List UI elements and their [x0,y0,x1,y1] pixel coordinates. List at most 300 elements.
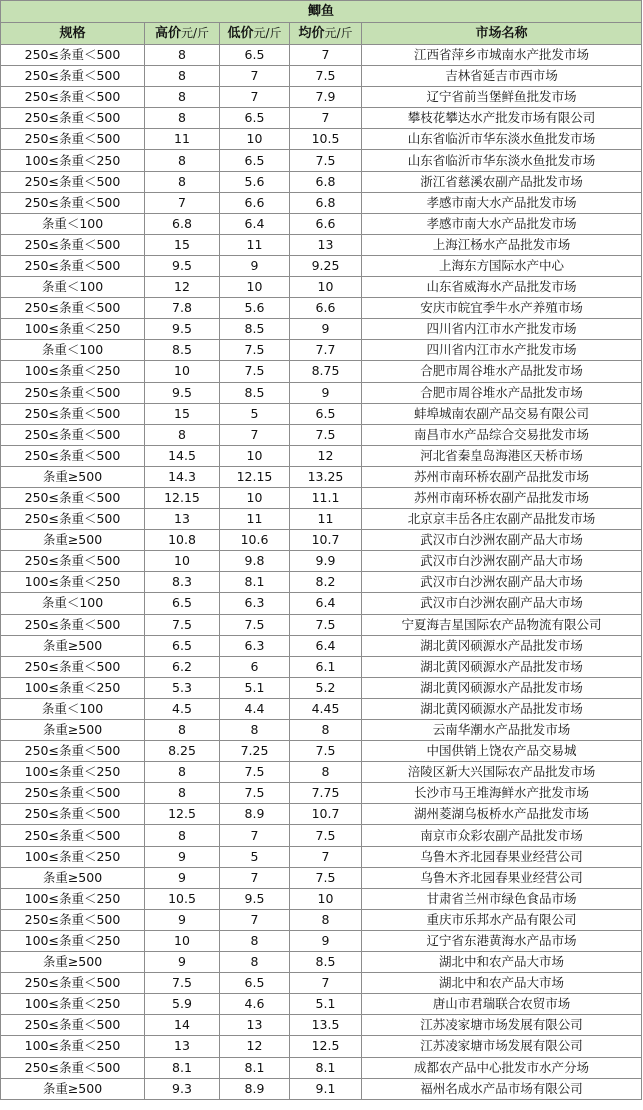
header-row [1,23,642,45]
header-avg-unit: 元/斤 [324,26,353,40]
cell-high: 10 [145,551,220,572]
cell-avg: 11.1 [290,487,362,508]
cell-low: 6.3 [220,635,290,656]
table-row [1,804,642,825]
table-row [1,846,642,867]
cell-avg: 6.4 [290,635,362,656]
cell-spec: 250≤条重＜500 [1,424,145,445]
cell-spec: 250≤条重＜500 [1,741,145,762]
cell-low: 6.6 [220,192,290,213]
cell-avg: 7.5 [290,825,362,846]
cell-market: 四川省内江市水产批发市场 [362,340,642,361]
cell-high: 14.3 [145,466,220,487]
cell-high: 6.5 [145,635,220,656]
table-row [1,108,642,129]
cell-low: 11 [220,509,290,530]
table-row [1,762,642,783]
cell-spec: 100≤条重＜250 [1,677,145,698]
cell-low: 6 [220,656,290,677]
cell-market: 山东省临沂市华东淡水鱼批发市场 [362,129,642,150]
cell-high: 7.5 [145,614,220,635]
table-row [1,171,642,192]
table-row [1,952,642,973]
cell-low: 7.5 [220,340,290,361]
cell-avg: 9 [290,319,362,340]
cell-high: 8 [145,424,220,445]
table-row [1,1078,642,1099]
cell-low: 6.5 [220,973,290,994]
table-row [1,87,642,108]
cell-high: 12.15 [145,487,220,508]
cell-low: 7 [220,87,290,108]
cell-spec: 条重≥500 [1,720,145,741]
table-body [1,45,642,1100]
cell-high: 8 [145,720,220,741]
table-row [1,66,642,87]
table-row [1,720,642,741]
cell-market: 湖北中和农产品大市场 [362,952,642,973]
cell-spec: 条重＜100 [1,593,145,614]
cell-spec: 250≤条重＜500 [1,45,145,66]
cell-low: 13 [220,1015,290,1036]
table-row [1,572,642,593]
cell-spec: 250≤条重＜500 [1,255,145,276]
cell-high: 8.1 [145,1057,220,1078]
table-row [1,677,642,698]
cell-avg: 10 [290,277,362,298]
cell-market: 成都农产品中心批发市水产分场 [362,1057,642,1078]
cell-spec: 250≤条重＜500 [1,614,145,635]
cell-avg: 8 [290,762,362,783]
cell-market: 山东省威海水产品批发市场 [362,277,642,298]
cell-avg: 8.1 [290,1057,362,1078]
cell-spec: 条重＜100 [1,340,145,361]
cell-spec: 100≤条重＜250 [1,1036,145,1057]
table-row [1,487,642,508]
cell-avg: 10.5 [290,129,362,150]
cell-high: 10 [145,930,220,951]
cell-spec: 250≤条重＜500 [1,382,145,403]
header-avg [290,23,362,45]
cell-low: 9.8 [220,551,290,572]
cell-market: 长沙市马王堆海鲜水产批发市场 [362,783,642,804]
cell-spec: 条重≥500 [1,635,145,656]
cell-high: 7 [145,192,220,213]
cell-avg: 8.5 [290,952,362,973]
cell-high: 9.5 [145,382,220,403]
cell-low: 5.6 [220,171,290,192]
cell-spec: 250≤条重＜500 [1,487,145,508]
cell-high: 13 [145,1036,220,1057]
cell-low: 7 [220,909,290,930]
cell-low: 7.25 [220,741,290,762]
cell-spec: 条重≥500 [1,466,145,487]
cell-spec: 条重＜100 [1,213,145,234]
cell-high: 15 [145,234,220,255]
table-row [1,973,642,994]
table-row [1,783,642,804]
cell-low: 11 [220,234,290,255]
cell-market: 福州名成水产品市场有限公司 [362,1078,642,1099]
cell-high: 10 [145,361,220,382]
cell-market: 云南华潮水产品批发市场 [362,720,642,741]
cell-high: 8 [145,783,220,804]
cell-spec: 100≤条重＜250 [1,319,145,340]
cell-high: 8.5 [145,340,220,361]
table-row [1,150,642,171]
cell-avg: 7 [290,108,362,129]
cell-spec: 250≤条重＜500 [1,445,145,466]
cell-high: 9 [145,867,220,888]
cell-avg: 4.45 [290,698,362,719]
cell-market: 北京京丰岳各庄农副产品批发市场 [362,509,642,530]
cell-low: 7.5 [220,614,290,635]
cell-market: 宁夏海吉星国际农产品物流有限公司 [362,614,642,635]
cell-high: 7.8 [145,298,220,319]
cell-avg: 5.1 [290,994,362,1015]
cell-spec: 250≤条重＜500 [1,403,145,424]
cell-low: 7 [220,825,290,846]
cell-market: 合肥市周谷堆水产品批发市场 [362,361,642,382]
cell-spec: 250≤条重＜500 [1,973,145,994]
cell-high: 8 [145,825,220,846]
cell-low: 5.1 [220,677,290,698]
cell-market: 涪陵区新大兴国际农产品批发市场 [362,762,642,783]
cell-avg: 6.8 [290,192,362,213]
cell-spec: 250≤条重＜500 [1,87,145,108]
cell-market: 上海东方国际水产中心 [362,255,642,276]
cell-market: 攀枝花攀达水产批发市场有限公司 [362,108,642,129]
table-row [1,930,642,951]
cell-avg: 9.1 [290,1078,362,1099]
cell-market: 武汉市白沙洲农副产品大市场 [362,593,642,614]
cell-spec: 条重≥500 [1,1078,145,1099]
table-row [1,551,642,572]
header-low-label: 低价 [227,26,254,41]
cell-avg: 13.25 [290,466,362,487]
header-low-unit: 元/斤 [253,26,282,40]
table-row [1,994,642,1015]
cell-low: 8 [220,720,290,741]
cell-low: 8 [220,930,290,951]
cell-low: 6.3 [220,593,290,614]
table-row [1,888,642,909]
cell-low: 4.6 [220,994,290,1015]
cell-avg: 9.9 [290,551,362,572]
cell-avg: 7.5 [290,867,362,888]
cell-low: 7.5 [220,361,290,382]
cell-low: 12.15 [220,466,290,487]
cell-spec: 100≤条重＜250 [1,150,145,171]
cell-high: 8 [145,108,220,129]
cell-low: 9.5 [220,888,290,909]
cell-avg: 12.5 [290,1036,362,1057]
cell-high: 6.5 [145,593,220,614]
cell-market: 蚌埠城南农副产品交易有限公司 [362,403,642,424]
cell-high: 8.25 [145,741,220,762]
cell-market: 辽宁省前当堡鲜鱼批发市场 [362,87,642,108]
cell-avg: 7.5 [290,424,362,445]
table-row [1,298,642,319]
table-row [1,656,642,677]
table-row [1,466,642,487]
table-row [1,192,642,213]
table-row [1,593,642,614]
cell-avg: 8.75 [290,361,362,382]
cell-avg: 7.75 [290,783,362,804]
table-row [1,741,642,762]
cell-avg: 8 [290,909,362,930]
cell-high: 9.5 [145,255,220,276]
cell-avg: 12 [290,445,362,466]
cell-spec: 250≤条重＜500 [1,783,145,804]
cell-high: 10.5 [145,888,220,909]
cell-low: 8.5 [220,319,290,340]
cell-market: 山东省临沂市华东淡水鱼批发市场 [362,150,642,171]
cell-avg: 5.2 [290,677,362,698]
cell-avg: 7 [290,973,362,994]
cell-low: 7.5 [220,762,290,783]
cell-high: 8 [145,66,220,87]
cell-low: 5.6 [220,298,290,319]
cell-market: 甘肃省兰州市绿色食品市场 [362,888,642,909]
table-row [1,825,642,846]
cell-high: 5.3 [145,677,220,698]
cell-spec: 250≤条重＜500 [1,192,145,213]
cell-spec: 250≤条重＜500 [1,509,145,530]
cell-avg: 6.6 [290,213,362,234]
cell-spec: 250≤条重＜500 [1,1057,145,1078]
table-row [1,530,642,551]
cell-high: 14 [145,1015,220,1036]
table-row [1,614,642,635]
cell-market: 江西省萍乡市城南水产批发市场 [362,45,642,66]
cell-high: 11 [145,129,220,150]
cell-spec: 250≤条重＜500 [1,656,145,677]
table-row [1,424,642,445]
cell-avg: 6.4 [290,593,362,614]
cell-market: 四川省内江市水产批发市场 [362,319,642,340]
cell-high: 8 [145,45,220,66]
cell-low: 6.5 [220,45,290,66]
table-row [1,909,642,930]
cell-market: 乌鲁木齐北园春果业经营公司 [362,846,642,867]
cell-avg: 7.7 [290,340,362,361]
cell-low: 7 [220,424,290,445]
table-title-row [1,1,642,23]
cell-low: 4.4 [220,698,290,719]
table-row [1,319,642,340]
cell-low: 9 [220,255,290,276]
table-row [1,1036,642,1057]
header-low [220,23,290,45]
cell-market: 江苏凌家塘市场发展有限公司 [362,1015,642,1036]
cell-avg: 10 [290,888,362,909]
table-row [1,340,642,361]
table-row [1,698,642,719]
cell-avg: 11 [290,509,362,530]
cell-avg: 6.1 [290,656,362,677]
cell-market: 湖北黄冈硕源水产品批发市场 [362,677,642,698]
cell-high: 10.8 [145,530,220,551]
cell-high: 9 [145,846,220,867]
cell-high: 15 [145,403,220,424]
cell-avg: 7.5 [290,150,362,171]
cell-low: 8.5 [220,382,290,403]
table-title: 鲫鱼 [1,1,642,23]
cell-market: 武汉市白沙洲农副产品大市场 [362,572,642,593]
cell-low: 10 [220,487,290,508]
table-row [1,1057,642,1078]
cell-low: 7 [220,66,290,87]
cell-avg: 7.5 [290,614,362,635]
cell-low: 8.9 [220,804,290,825]
cell-low: 10.6 [220,530,290,551]
cell-spec: 250≤条重＜500 [1,234,145,255]
cell-spec: 100≤条重＜250 [1,888,145,909]
cell-low: 10 [220,129,290,150]
cell-avg: 8.2 [290,572,362,593]
cell-high: 12.5 [145,804,220,825]
cell-avg: 8 [290,720,362,741]
cell-avg: 6.8 [290,171,362,192]
cell-market: 湖北黄冈硕源水产品批发市场 [362,656,642,677]
cell-market: 湖北黄冈硕源水产品批发市场 [362,635,642,656]
cell-low: 6.5 [220,150,290,171]
cell-low: 10 [220,277,290,298]
cell-spec: 条重＜100 [1,698,145,719]
cell-market: 唐山市君瑞联合农贸市场 [362,994,642,1015]
cell-high: 6.8 [145,213,220,234]
table-row [1,213,642,234]
cell-avg: 6.5 [290,403,362,424]
cell-market: 河北省秦皇岛海港区天桥市场 [362,445,642,466]
cell-high: 13 [145,509,220,530]
table-row [1,403,642,424]
cell-high: 12 [145,277,220,298]
cell-avg: 9 [290,382,362,403]
cell-low: 6.4 [220,213,290,234]
cell-low: 12 [220,1036,290,1057]
table-row [1,129,642,150]
header-market: 市场名称 [362,23,642,45]
cell-avg: 7.5 [290,741,362,762]
cell-high: 6.2 [145,656,220,677]
header-spec: 规格 [1,23,145,45]
cell-low: 8.9 [220,1078,290,1099]
cell-high: 7.5 [145,973,220,994]
cell-avg: 6.6 [290,298,362,319]
table-row [1,255,642,276]
cell-spec: 条重≥500 [1,530,145,551]
table-row [1,445,642,466]
table-row [1,635,642,656]
cell-low: 8 [220,952,290,973]
cell-high: 5.9 [145,994,220,1015]
cell-avg: 7 [290,846,362,867]
cell-avg: 7 [290,45,362,66]
cell-market: 乌鲁木齐北园春果业经营公司 [362,867,642,888]
cell-high: 8 [145,171,220,192]
cell-avg: 13.5 [290,1015,362,1036]
cell-spec: 250≤条重＜500 [1,909,145,930]
cell-spec: 100≤条重＜250 [1,846,145,867]
cell-market: 苏州市南环桥农副产品批发市场 [362,487,642,508]
cell-market: 湖北中和农产品大市场 [362,973,642,994]
cell-low: 5 [220,403,290,424]
header-high [145,23,220,45]
cell-high: 8 [145,762,220,783]
cell-spec: 250≤条重＜500 [1,171,145,192]
cell-high: 8 [145,87,220,108]
cell-spec: 条重≥500 [1,867,145,888]
cell-market: 苏州市南环桥农副产品批发市场 [362,466,642,487]
cell-market: 武汉市白沙洲农副产品大市场 [362,551,642,572]
cell-avg: 7.5 [290,66,362,87]
table-row [1,867,642,888]
cell-spec: 条重＜100 [1,277,145,298]
header-high-label: 高价 [154,26,181,41]
table-row [1,45,642,66]
cell-spec: 条重≥500 [1,952,145,973]
table-row [1,277,642,298]
cell-market: 浙江省慈溪农副产品批发市场 [362,171,642,192]
cell-market: 安庆市皖宜季牛水产养殖市场 [362,298,642,319]
cell-market: 湖州菱湖乌板桥水产品批发市场 [362,804,642,825]
cell-market: 孝感市南大水产品批发市场 [362,192,642,213]
cell-market: 孝感市南大水产品批发市场 [362,213,642,234]
cell-low: 7 [220,867,290,888]
cell-low: 8.1 [220,1057,290,1078]
cell-spec: 100≤条重＜250 [1,930,145,951]
cell-spec: 250≤条重＜500 [1,1015,145,1036]
cell-market: 吉林省延吉市西市场 [362,66,642,87]
cell-market: 南京市众彩农副产品批发市场 [362,825,642,846]
cell-low: 6.5 [220,108,290,129]
cell-spec: 250≤条重＜500 [1,298,145,319]
cell-low: 7.5 [220,783,290,804]
cell-avg: 10.7 [290,530,362,551]
table-row [1,361,642,382]
cell-spec: 100≤条重＜250 [1,361,145,382]
cell-low: 8.1 [220,572,290,593]
cell-spec: 100≤条重＜250 [1,994,145,1015]
header-avg-label: 均价 [298,26,325,41]
cell-avg: 10.7 [290,804,362,825]
header-high-unit: 元/斤 [180,26,210,40]
cell-high: 8 [145,150,220,171]
cell-high: 9.5 [145,319,220,340]
cell-spec: 250≤条重＜500 [1,129,145,150]
cell-market: 中国供销上饶农产品交易城 [362,741,642,762]
cell-market: 湖北黄冈硕源水产品批发市场 [362,698,642,719]
cell-low: 5 [220,846,290,867]
cell-avg: 9 [290,930,362,951]
cell-market: 辽宁省东港黄海水产品市场 [362,930,642,951]
cell-high: 9 [145,909,220,930]
table-row [1,1015,642,1036]
cell-low: 10 [220,445,290,466]
cell-market: 合肥市周谷堆水产品批发市场 [362,382,642,403]
cell-spec: 250≤条重＜500 [1,825,145,846]
cell-avg: 9.25 [290,255,362,276]
cell-spec: 100≤条重＜250 [1,762,145,783]
cell-high: 14.5 [145,445,220,466]
cell-avg: 7.9 [290,87,362,108]
cell-spec: 250≤条重＜500 [1,551,145,572]
cell-spec: 250≤条重＜500 [1,108,145,129]
cell-market: 江苏凌家塘市场发展有限公司 [362,1036,642,1057]
